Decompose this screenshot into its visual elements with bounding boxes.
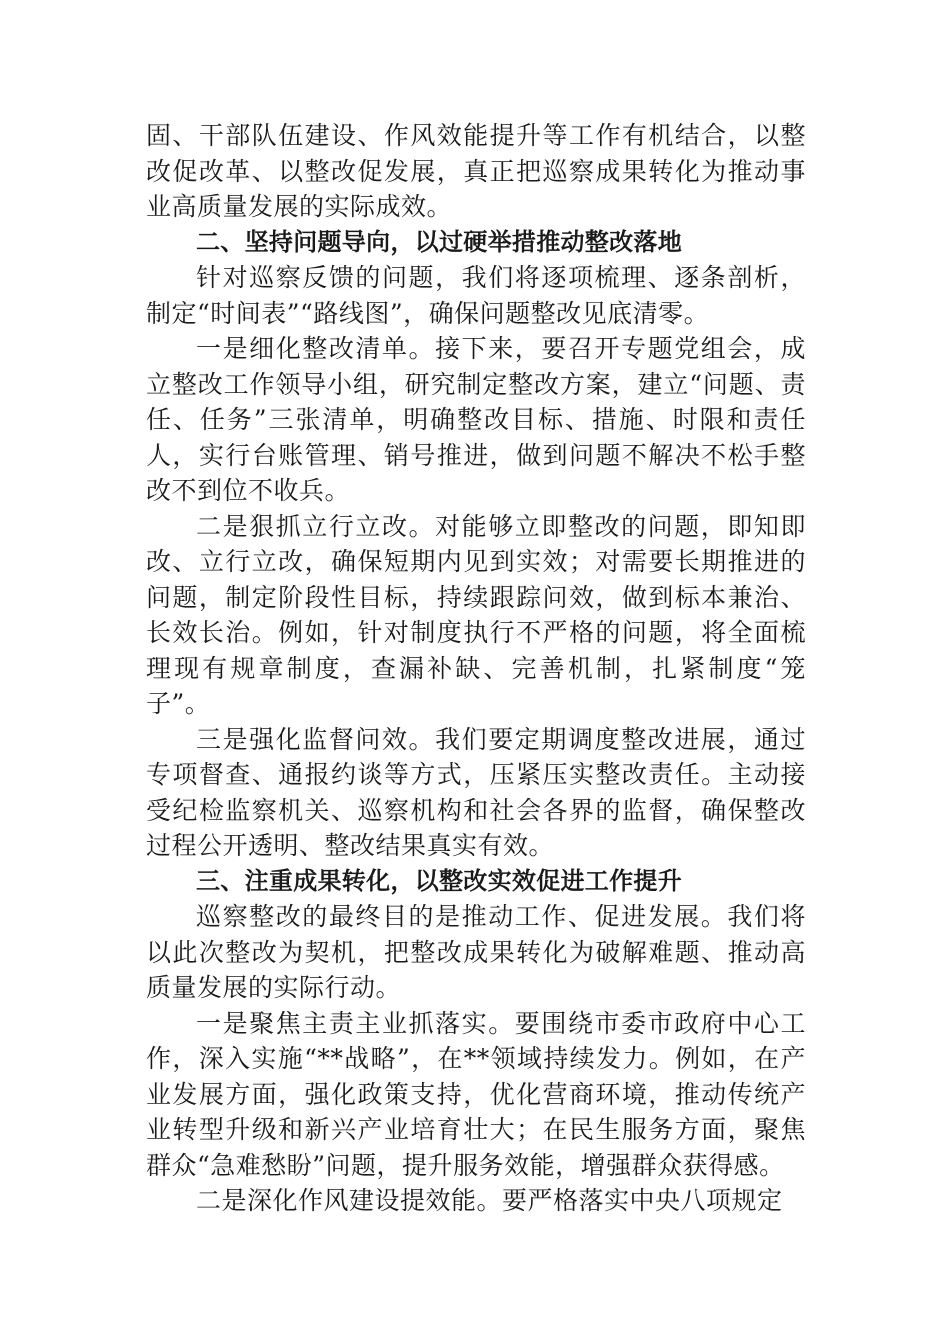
body-paragraph: 针对巡察反馈的问题，我们将逐项梳理、逐条剖析，制定“时间表”“路线图”，确保问题整改见底清零。	[146, 263, 806, 328]
body-paragraph: 一是聚焦主责主业抓落实。要围绕市委市政府中心工作，深入实施“**战略”，在**领域持续发力。例如，在产业发展方面，强化政策支持，优化营商环境，推动传统产业转型升级和新兴产业培育壮大；在民生服务方面，聚焦群众“急难愁盼”问题，提升服务效能，增强群众获得感。	[146, 1008, 806, 1180]
section-heading: 三、注重成果转化，以整改实效促进工作提升	[196, 866, 682, 895]
body-paragraph: 二是狠抓立行立改。对能够立即整改的问题，即知即改、立行立改，确保短期内见到实效；对需要长期推进的问题，制定阶段性目标，持续跟踪问效，做到标本兼治、长效长治。例如，针对制度执行不严格的问题，将全面梳理现有规章制度，查漏补缺、完善机制，扎紧制度“笼子”。	[146, 511, 806, 718]
body-paragraph: 一是细化整改清单。接下来，要召开专题党组会，成立整改工作领导小组，研究制定整改方案，建立“问题、责任、任务”三张清单，明确整改目标、措施、时限和责任人，实行台账管理、销号推进，做到问题不解决不松手整改不到位不收兵。	[146, 334, 806, 505]
section-heading: 二、坚持问题导向，以过硬举措推动整改落地	[196, 227, 682, 256]
body-paragraph: 三是强化监督问效。我们要定期调度整改进展，通过专项督查、通报约谈等方式，压紧压实整改责任。主动接受纪检监察机关、巡察机构和社会各界的监督，确保整改过程公开透明、整改结果真实有效。	[146, 724, 806, 860]
body-paragraph: 二是深化作风建设提效能。要严格落实中央八项规定	[196, 1186, 783, 1215]
body-paragraph: 固、干部队伍建设、作风效能提升等工作有机结合，以整改促改革、以整改促发展，真正把巡察成果转化为推动事业高质量发展的实际成效。	[146, 121, 806, 221]
body-paragraph: 巡察整改的最终目的是推动工作、促进发展。我们将以此次整改为契机，把整改成果转化为破解难题、推动高质量发展的实际行动。	[146, 902, 806, 1002]
document-body	[146, 118, 806, 1219]
